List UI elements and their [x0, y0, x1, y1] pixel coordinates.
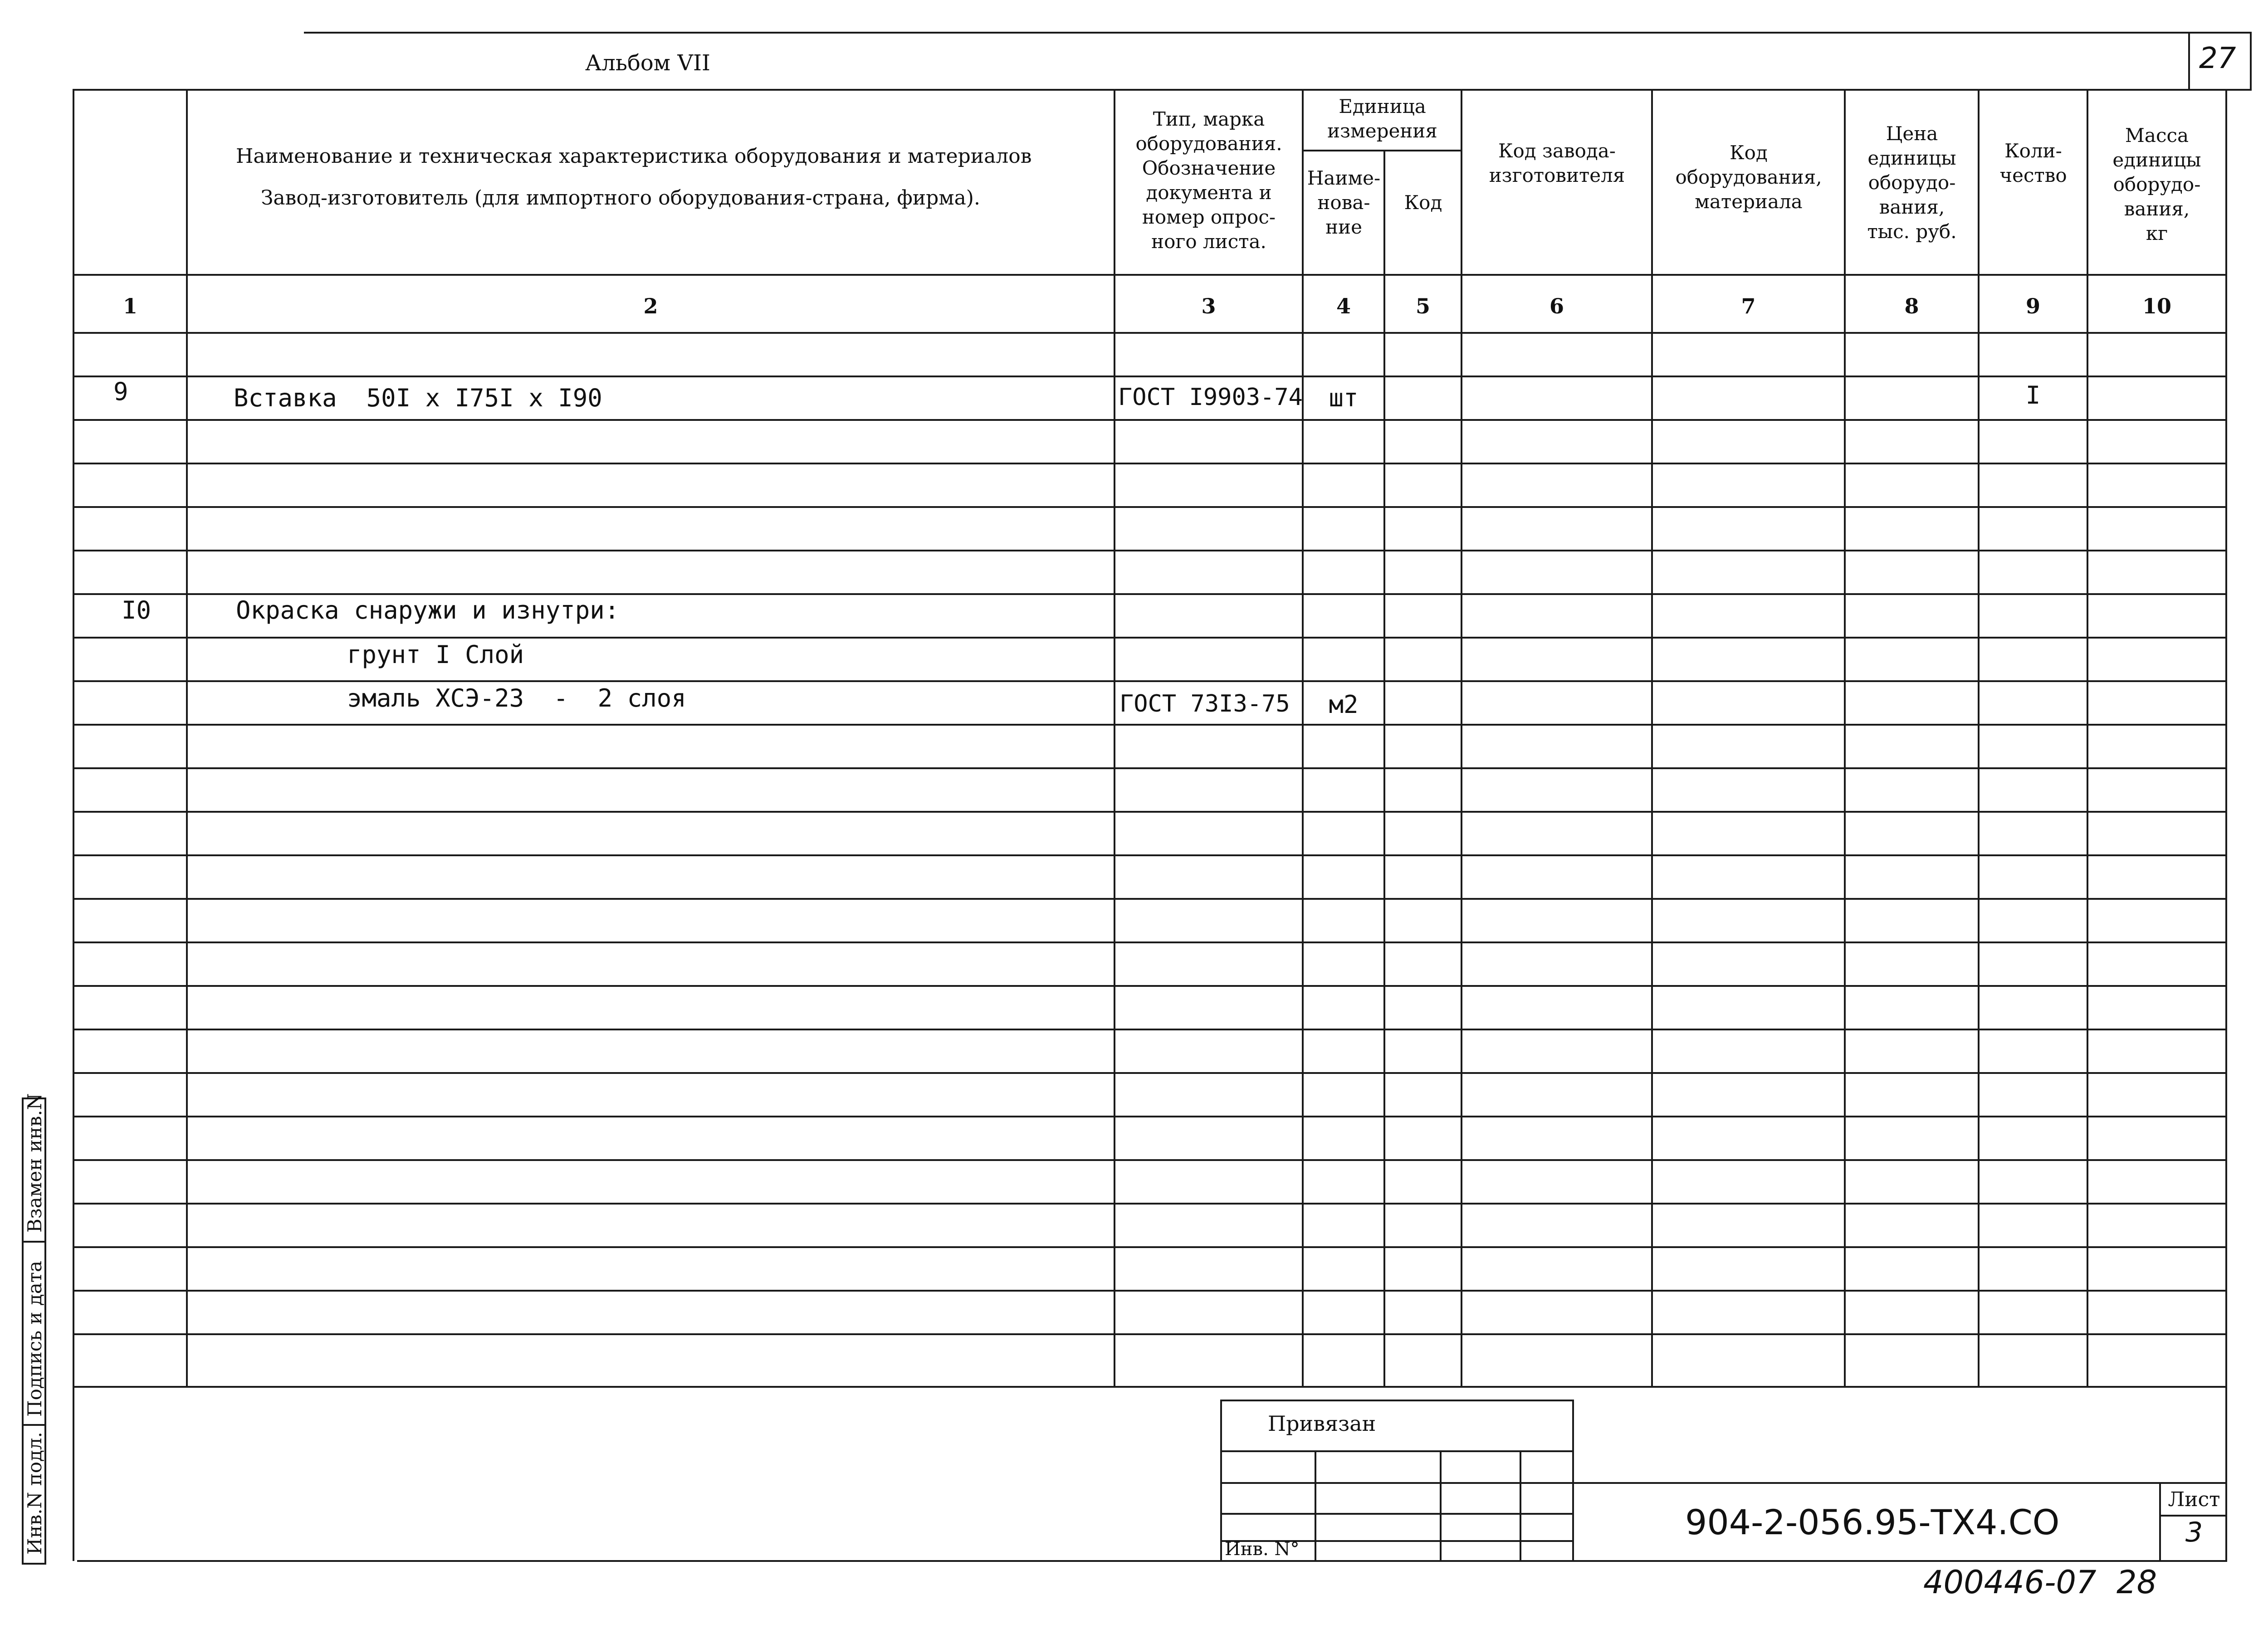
signature-date-label: Подпись и дата [24, 1260, 46, 1417]
row-name: Окраска снаружи и изнутри: [236, 596, 620, 624]
row-name: эмаль ХСЭ-23 - 2 слоя [347, 684, 686, 712]
column-number: 10 [2142, 294, 2171, 318]
column-number: 7 [1741, 294, 1756, 318]
inventory-number-label: Инв. N° [1225, 1539, 1300, 1560]
bound-label: Привязан [1268, 1411, 1376, 1436]
archive-number: 400446-07 28 [1923, 1564, 2157, 1601]
album-label: Альбом VII [585, 50, 710, 76]
column-number: 9 [2025, 294, 2040, 318]
sheet-number: 3 [2185, 1517, 2203, 1548]
unit-group-header: Единица измерения [1327, 95, 1437, 142]
row-unit: м2 [1329, 690, 1359, 719]
inventory-original-label: Инв.N подл. [24, 1432, 46, 1555]
column-number: 3 [1201, 294, 1216, 318]
replace-inventory-label: Взамен инв.N [24, 1093, 46, 1233]
row-name: Вставка 50I x I75I x I90 [234, 384, 602, 412]
col5-header: Код [1404, 191, 1442, 214]
col10-header: Масса единицы оборудо- вания, кг [2112, 124, 2201, 244]
column-number: 5 [1415, 294, 1430, 318]
document-code: 904-2-056.95-ТХ4.СО [1685, 1502, 2060, 1542]
column-number: 1 [122, 294, 137, 318]
col2-title-line2: Завод-изготовитель (для импортного оборудования-страна, фирма). [261, 186, 980, 210]
row-unit: шт [1329, 384, 1359, 412]
row-doc: ГОСТ I9903-74 [1118, 384, 1303, 411]
row-quantity: I [2025, 381, 2041, 410]
col2-title-line1: Наименование и техническая характеристика оборудования и материалов [236, 145, 1032, 168]
col8-header: Цена единицы оборудо- вания, тыс. руб. [1867, 122, 1957, 243]
column-number: 6 [1549, 294, 1564, 318]
column-number: 4 [1336, 294, 1351, 318]
col7-header: Код оборудования, материала [1675, 141, 1822, 213]
column-number: 8 [1904, 294, 1919, 318]
column-number: 2 [643, 294, 658, 318]
sheet-corner-number: 27 [2199, 42, 2236, 75]
col3-header: Тип, марка оборудования. Обозначение документа и номер опрос- ного листа. [1135, 108, 1282, 253]
row-position: 9 [113, 377, 128, 406]
col6-header: Код завода- изготовителя [1489, 140, 1625, 186]
row-position: I0 [122, 596, 152, 624]
row-doc: ГОСТ 73I3-75 [1119, 690, 1290, 717]
row-name: грунт I Слой [347, 640, 524, 669]
sheet-label: Лист [2168, 1488, 2220, 1511]
col4-header: Наиме- нова- ние [1307, 167, 1381, 238]
col9-header: Коли- чество [1999, 140, 2067, 186]
